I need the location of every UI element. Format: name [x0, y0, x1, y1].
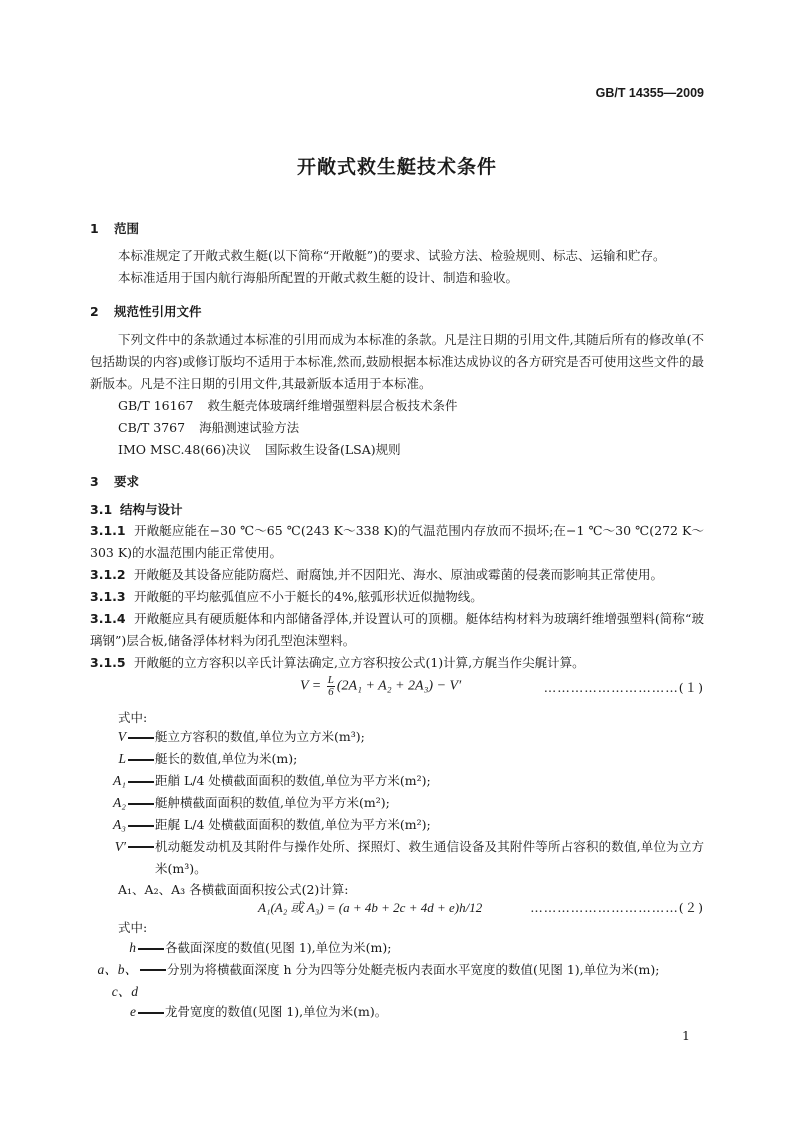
definition-symbol: A₃ — [113, 817, 126, 832]
definition-symbol: a、b、c、d — [97, 962, 138, 999]
section-1-paragraph-1: 本标准规定了开敞式救生艇(以下简称“开敞艇”)的要求、试验方法、检验规则、标志、运输和贮存。 — [118, 248, 666, 263]
fraction-denominator: 6 — [328, 686, 334, 698]
page-number: 1 — [682, 1028, 690, 1043]
clause-3-1-3 — [90, 586, 483, 608]
clause-3-1-1 — [90, 520, 704, 564]
section-title: 要求 — [114, 474, 140, 489]
fraction-numerator: L — [327, 674, 334, 686]
definition-item — [90, 748, 297, 770]
definition-item — [90, 726, 365, 748]
definition-item — [90, 836, 704, 880]
standard-code: GB/T 14355—2009 — [595, 86, 704, 100]
definition-item — [90, 792, 390, 814]
definition-item — [90, 814, 431, 836]
definition-symbol: A₂ — [113, 795, 126, 810]
reference-title: 救生艇壳体玻璃纤维增强塑料层合板技术条件 — [207, 398, 458, 413]
definition-text: 艇长的数值,单位为米(m); — [155, 751, 298, 766]
formula-rhs: (2A₁ + A₂ + 2A₃) − V′ — [336, 678, 462, 694]
clause-text: 开敞艇的平均舷弧值应不小于艇长的4%,舷弧形状近似抛物线。 — [134, 589, 483, 604]
section-number: 3 — [90, 474, 99, 489]
reference-item — [118, 395, 457, 417]
section-2-intro: 下列文件中的条款通过本标准的引用而成为本标准的条款。凡是注日期的引用文件,其随后所有的修改单(不包括勘误的内容)或修订版均不适用于本标准,然而,鼓励根据本标准达成协议的各方研究是否可使用这些文件的最新版本。凡是不注日期的引用文件,其最新版本适用于本标准。 — [90, 332, 704, 391]
section-number: 2 — [90, 304, 99, 319]
definition-text: 龙骨宽度的数值(见图 1),单位为米(m)。 — [165, 1004, 388, 1019]
section-title: 规范性引用文件 — [114, 304, 202, 319]
section-title: 范围 — [114, 221, 140, 236]
definition-text: 距艏 L/4 处横截面面积的数值,单位为平方米(m²); — [155, 773, 431, 788]
definition-symbol: h — [129, 940, 136, 955]
formula-2-intro: A₁、A₂、A₃ 各横截面面积按公式(2)计算: — [118, 882, 349, 897]
subsection-3-1-heading — [90, 500, 183, 518]
reference-title: 海船测速试验方法 — [199, 420, 300, 435]
definition-symbol: V — [117, 729, 126, 744]
em-dash-icon — [140, 969, 166, 971]
clause-3-1-5 — [90, 652, 585, 674]
em-dash-icon — [128, 803, 154, 805]
reference-code: CB/T 3767 — [118, 420, 186, 435]
clause-number: 3.1.5 — [90, 655, 126, 670]
formula-fraction — [327, 675, 335, 698]
page-title: 开敞式救生艇技术条件 — [296, 156, 497, 178]
clause-number: 3.1.1 — [90, 523, 126, 538]
definition-symbol: A₁ — [113, 773, 126, 788]
em-dash-icon — [138, 1012, 164, 1014]
section-number: 1 — [90, 221, 99, 236]
section-2-heading — [90, 302, 202, 320]
section-3-heading — [90, 472, 139, 490]
em-dash-icon — [128, 737, 154, 739]
subsection-title: 结构与设计 — [120, 502, 183, 517]
em-dash-icon — [128, 825, 154, 827]
clause-3-1-2 — [90, 564, 663, 586]
formula-lhs: V = — [300, 678, 322, 694]
where-label: 式中: — [118, 710, 148, 725]
clause-number: 3.1.2 — [90, 567, 126, 582]
equation-number-2: ……………………………(２) — [530, 900, 704, 915]
clause-3-1-4 — [90, 608, 704, 652]
definition-item — [90, 1001, 387, 1023]
definition-item — [88, 959, 704, 1003]
clause-text: 开敞艇及其设备应能防腐烂、耐腐蚀,并不因阳光、海水、原油或霉菌的侵袭而影响其正常使用。 — [134, 567, 663, 582]
definition-text: 距艉 L/4 处横截面面积的数值,单位为平方米(m²); — [155, 817, 431, 832]
clause-number: 3.1.3 — [90, 589, 126, 604]
em-dash-icon — [128, 759, 154, 761]
definition-text: 分别为将横截面深度 h 分为四等分处艇壳板内表面水平宽度的数值(见图 1),单位为米(m); — [167, 962, 660, 977]
definition-symbol: V′ — [114, 839, 126, 854]
section-1-heading — [90, 219, 139, 237]
clause-number: 3.1.4 — [90, 611, 126, 626]
reference-item — [118, 439, 401, 461]
definition-item — [90, 770, 431, 792]
reference-title: 国际救生设备(LSA)规则 — [264, 442, 401, 457]
definition-text: 机动艇发动机及其附件与操作处所、探照灯、救生通信设备及其附件等所占容积的数值,单位为立方米(m³)。 — [155, 839, 704, 876]
definition-item — [90, 937, 391, 959]
clause-text: 开敞艇应能在−30 ℃～65 ℃(243 K～338 K)的气温范围内存放而不损坏;在−1 ℃～30 ℃(272 K～303 K)的水温范围内能正常使用。 — [90, 523, 704, 560]
definition-text: 各截面深度的数值(见图 1),单位为米(m); — [165, 940, 392, 955]
where-label: 式中: — [118, 920, 148, 935]
definition-text: 艇立方容积的数值,单位为立方米(m³); — [155, 729, 365, 744]
reference-code: GB/T 16167 — [118, 398, 194, 413]
formula-1 — [300, 675, 461, 698]
clause-text: 开敞艇的立方容积以辛氏计算法确定,立方容积按公式(1)计算,方艉当作尖艉计算。 — [134, 655, 585, 670]
em-dash-icon — [128, 846, 154, 848]
definition-text: 艇舯横截面面积的数值,单位为平方米(m²); — [155, 795, 390, 810]
formula-2: A₁(A₂ 或 A₃) = (a + 4b + 2c + 4d + e)h/12 — [258, 900, 483, 915]
clause-text: 开敞艇应具有硬质艇体和内部储备浮体,并设置认可的顶棚。艇体结构材料为玻璃纤维增强塑料(简称“玻璃钢”)层合板,储备浮体材料为闭孔型泡沫塑料。 — [90, 611, 704, 648]
em-dash-icon — [138, 948, 164, 950]
equation-number-1: …………………………(１) — [543, 680, 704, 695]
reference-code: IMO MSC.48(66)决议 — [118, 442, 251, 457]
definition-symbol: L — [118, 751, 126, 766]
section-1-paragraph-2: 本标准适用于国内航行海船所配置的开敞式救生艇的设计、制造和验收。 — [118, 270, 519, 285]
em-dash-icon — [128, 781, 154, 783]
subsection-number: 3.1 — [90, 502, 113, 517]
reference-item — [118, 417, 299, 439]
definition-symbol: e — [130, 1004, 136, 1019]
